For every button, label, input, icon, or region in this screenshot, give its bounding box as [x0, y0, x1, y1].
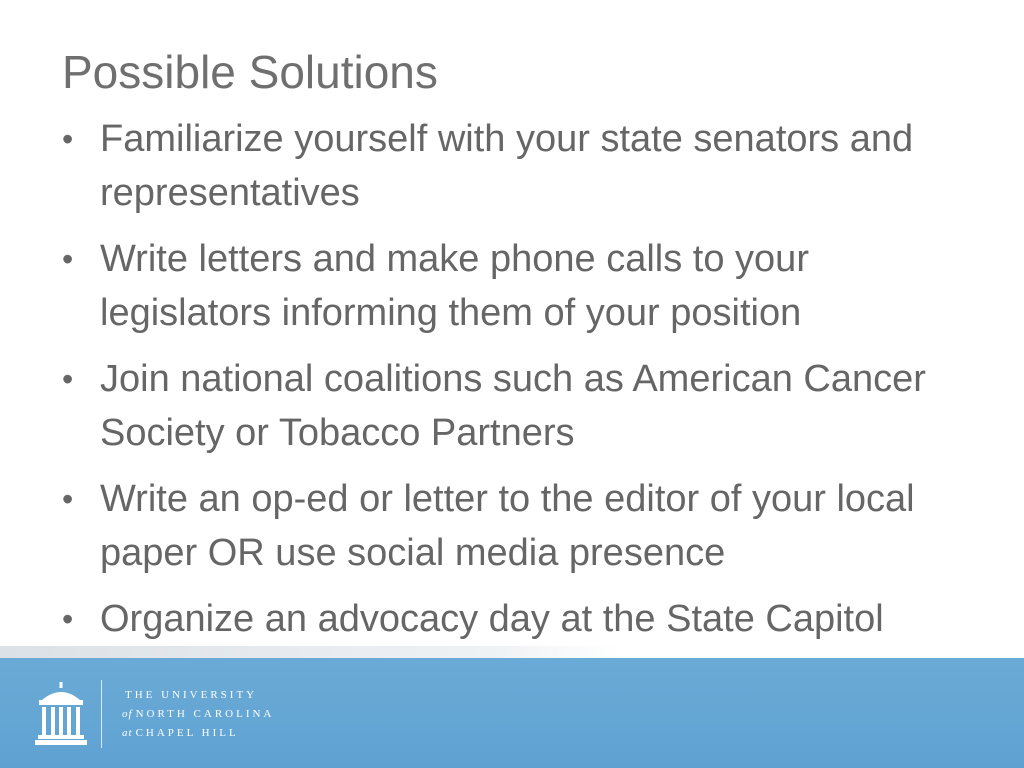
slide-title: Possible Solutions [62, 46, 438, 98]
wordmark-line [122, 686, 274, 705]
bullet-item [62, 232, 962, 340]
wordmark-prep: at [122, 727, 133, 739]
bullet-dot-icon: • [62, 241, 74, 277]
wordmark-text: NORTH CAROLINA [135, 708, 275, 720]
university-wordmark [122, 686, 274, 743]
bullet-text: Join national coalitions such as American Cancer Society or Tobacco Partners [100, 358, 926, 454]
bullet-text: Organize an advocacy day at the State Capitol [100, 598, 884, 640]
wordmark-text: THE UNIVERSITY [125, 689, 258, 701]
bullet-list [62, 112, 962, 658]
logo-divider [101, 680, 102, 748]
bullet-item [62, 112, 962, 220]
bullet-item [62, 472, 962, 580]
bullet-item [62, 592, 962, 646]
bullet-dot-icon: • [62, 361, 74, 397]
wordmark-line [122, 705, 274, 724]
bullet-text: Write an op-ed or letter to the editor of your local paper OR use social media presence [100, 478, 915, 574]
old-well-icon [34, 680, 88, 746]
bullet-text: Familiarize yourself with your state senators and representatives [100, 118, 914, 214]
wordmark-line [122, 724, 274, 743]
bullet-dot-icon: • [62, 601, 74, 637]
bullet-text: Write letters and make phone calls to your legislators informing them of your position [100, 238, 809, 334]
bullet-dot-icon: • [62, 481, 74, 517]
wordmark-text: CHAPEL HILL [135, 727, 239, 739]
bullet-dot-icon: • [62, 121, 74, 157]
wordmark-prep: of [122, 708, 133, 720]
bullet-item [62, 352, 962, 460]
